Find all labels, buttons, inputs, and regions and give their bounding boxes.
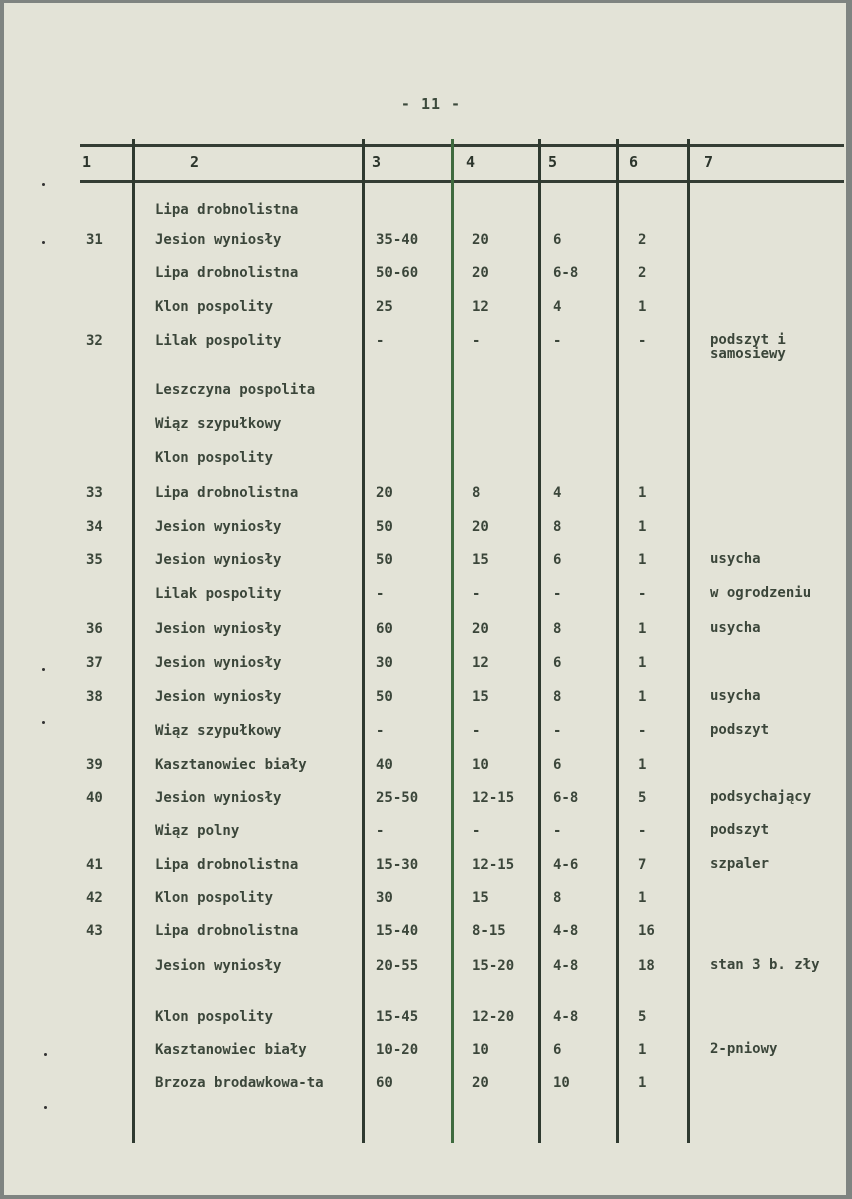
col6-cell: - [638, 723, 647, 739]
col4-cell: 12-20 [472, 1009, 515, 1025]
remarks-cell: stan 3 b. zły [710, 957, 820, 973]
remarks-cell: podszyt [710, 822, 770, 838]
col6-cell: 1 [638, 299, 647, 315]
remarks-cell: szpaler [710, 856, 770, 872]
col5-cell: 4 [553, 485, 562, 501]
col4-cell: 20 [472, 621, 489, 637]
col3-cell: 20 [376, 485, 393, 501]
row-number-cell: 35 [86, 552, 103, 568]
col3-cell: 10-20 [376, 1042, 419, 1058]
col3-cell: - [376, 586, 385, 602]
remarks-cell: w ogrodzeniu [710, 585, 812, 601]
col3-cell: 15-30 [376, 857, 419, 873]
species-name-cell: Lilak pospolity [155, 586, 282, 602]
col4-cell: 12-15 [472, 790, 515, 806]
remarks-cell: podszyt [710, 722, 770, 738]
col5-cell: - [553, 823, 562, 839]
col4-cell: - [472, 586, 481, 602]
margin-mark [42, 241, 45, 244]
col4-cell: 12-15 [472, 857, 515, 873]
col5-cell: 6 [553, 232, 562, 248]
species-name-cell: Lipa drobnolistna [155, 202, 299, 218]
species-name-cell: Lilak pospolity [155, 333, 282, 349]
column-divider [616, 139, 619, 1143]
col5-cell: - [553, 333, 562, 349]
row-number-cell: 36 [86, 621, 103, 637]
col4-cell: 8-15 [472, 923, 506, 939]
species-name-cell: Jesion wyniosły [155, 519, 282, 535]
row-number-cell: 41 [86, 857, 103, 873]
row-number-cell: 33 [86, 485, 103, 501]
col3-cell: 50 [376, 689, 393, 705]
col5-cell: 4-6 [553, 857, 579, 873]
col3-cell: 35-40 [376, 232, 419, 248]
col3-cell: 50 [376, 552, 393, 568]
table-header-rule [80, 180, 844, 183]
col6-cell: 1 [638, 757, 647, 773]
col6-cell: 1 [638, 621, 647, 637]
col5-cell: - [553, 586, 562, 602]
species-name-cell: Jesion wyniosły [155, 621, 282, 637]
margin-mark [44, 1106, 47, 1109]
remarks-cell: usycha [710, 688, 761, 704]
column-divider [687, 139, 690, 1143]
column-divider [132, 139, 135, 1143]
col6-cell: 1 [638, 1075, 647, 1091]
species-name-cell: Kasztanowiec biały [155, 1042, 307, 1058]
col4-cell: 20 [472, 232, 489, 248]
row-number-cell: 37 [86, 655, 103, 671]
col4-cell: 15-20 [472, 958, 515, 974]
row-number-cell: 42 [86, 890, 103, 906]
col4-cell: 15 [472, 552, 489, 568]
margin-mark [42, 183, 45, 186]
col3-cell: 15-45 [376, 1009, 419, 1025]
col5-cell: 6 [553, 757, 562, 773]
col4-cell: 8 [472, 485, 481, 501]
column-divider [362, 139, 365, 1143]
col6-cell: 1 [638, 890, 647, 906]
col6-cell: 1 [638, 689, 647, 705]
col6-cell: 5 [638, 1009, 647, 1025]
col3-cell: 50 [376, 519, 393, 535]
col5-cell: 4-8 [553, 1009, 579, 1025]
species-name-cell: Wiąz szypułkowy [155, 723, 282, 739]
col5-cell: 6 [553, 552, 562, 568]
col3-cell: 20-55 [376, 958, 419, 974]
col3-cell: 25-50 [376, 790, 419, 806]
species-name-cell: Brzoza brodawkowa-ta [155, 1075, 324, 1091]
col4-cell: 20 [472, 1075, 489, 1091]
header-col-4: 4 [466, 153, 476, 171]
col4-cell: 12 [472, 655, 489, 671]
col6-cell: 5 [638, 790, 647, 806]
col3-cell: 60 [376, 621, 393, 637]
species-name-cell: Jesion wyniosły [155, 232, 282, 248]
col4-cell: 10 [472, 757, 489, 773]
col3-cell: - [376, 333, 385, 349]
col4-cell: 20 [472, 265, 489, 281]
col3-cell: 30 [376, 890, 393, 906]
species-name-cell: Jesion wyniosły [155, 790, 282, 806]
col5-cell: 4-8 [553, 958, 579, 974]
col5-cell: 8 [553, 890, 562, 906]
col4-cell: - [472, 723, 481, 739]
col6-cell: 7 [638, 857, 647, 873]
col4-cell: - [472, 823, 481, 839]
row-number-cell: 39 [86, 757, 103, 773]
col5-cell: 6 [553, 655, 562, 671]
remarks-cell: 2-pniowy [710, 1041, 778, 1057]
species-name-cell: Klon pospolity [155, 450, 274, 466]
col6-cell: 1 [638, 485, 647, 501]
remarks-cell: podsychający [710, 789, 812, 805]
col5-cell: 4 [553, 299, 562, 315]
row-number-cell: 40 [86, 790, 103, 806]
species-name-cell: Lipa drobnolistna [155, 265, 299, 281]
col3-cell: 40 [376, 757, 393, 773]
margin-mark [42, 668, 45, 671]
col3-cell: 30 [376, 655, 393, 671]
col3-cell: 25 [376, 299, 393, 315]
header-col-5: 5 [548, 153, 558, 171]
col3-cell: 50-60 [376, 265, 419, 281]
col4-cell: 15 [472, 890, 489, 906]
col6-cell: 16 [638, 923, 655, 939]
header-col-1: 1 [82, 153, 92, 171]
row-number-cell: 38 [86, 689, 103, 705]
species-name-cell: Lipa drobnolistna [155, 857, 299, 873]
col5-cell: 6-8 [553, 790, 579, 806]
col4-cell: 12 [472, 299, 489, 315]
col4-cell: 10 [472, 1042, 489, 1058]
col6-cell: 1 [638, 655, 647, 671]
species-name-cell: Lipa drobnolistna [155, 923, 299, 939]
col5-cell: 10 [553, 1075, 570, 1091]
col4-cell: 15 [472, 689, 489, 705]
col4-cell: - [472, 333, 481, 349]
species-name-cell: Wiąz szypułkowy [155, 416, 282, 432]
row-number-cell: 43 [86, 923, 103, 939]
col3-cell: - [376, 823, 385, 839]
species-name-cell: Jesion wyniosły [155, 655, 282, 671]
species-name-cell: Klon pospolity [155, 299, 274, 315]
table-top-rule [80, 144, 844, 147]
species-name-cell: Jesion wyniosły [155, 689, 282, 705]
margin-mark [44, 1053, 47, 1056]
species-name-cell: Klon pospolity [155, 1009, 274, 1025]
row-number-cell: 34 [86, 519, 103, 535]
margin-mark [42, 721, 45, 724]
row-number-cell: 32 [86, 333, 103, 349]
col6-cell: 2 [638, 265, 647, 281]
col3-cell: 60 [376, 1075, 393, 1091]
species-name-cell: Leszczyna pospolita [155, 382, 316, 398]
col4-cell: 20 [472, 519, 489, 535]
header-col-6: 6 [629, 153, 639, 171]
header-col-7: 7 [704, 153, 714, 171]
col6-cell: - [638, 586, 647, 602]
col5-cell: 6-8 [553, 265, 579, 281]
col6-cell: 1 [638, 519, 647, 535]
col5-cell: 8 [553, 689, 562, 705]
page-number: - 11 - [400, 95, 462, 113]
col5-cell: 6 [553, 1042, 562, 1058]
col6-cell: - [638, 333, 647, 349]
remarks-cell: usycha [710, 551, 761, 567]
document-page [4, 3, 846, 1195]
header-col-3: 3 [372, 153, 382, 171]
species-name-cell: Klon pospolity [155, 890, 274, 906]
species-name-cell: Kasztanowiec biały [155, 757, 307, 773]
col6-cell: - [638, 823, 647, 839]
remarks-cell: podszyt i samosiewy [710, 332, 786, 362]
col5-cell: 8 [553, 519, 562, 535]
col6-cell: 1 [638, 1042, 647, 1058]
header-col-2: 2 [190, 153, 200, 171]
col6-cell: 1 [638, 552, 647, 568]
column-divider [538, 139, 541, 1143]
col6-cell: 18 [638, 958, 655, 974]
col3-cell: 15-40 [376, 923, 419, 939]
species-name-cell: Jesion wyniosły [155, 958, 282, 974]
col3-cell: - [376, 723, 385, 739]
species-name-cell: Wiąz polny [155, 823, 240, 839]
species-name-cell: Jesion wyniosły [155, 552, 282, 568]
col5-cell: - [553, 723, 562, 739]
col5-cell: 4-8 [553, 923, 579, 939]
col5-cell: 8 [553, 621, 562, 637]
column-divider [451, 139, 454, 1143]
col6-cell: 2 [638, 232, 647, 248]
remarks-cell: usycha [710, 620, 761, 636]
row-number-cell: 31 [86, 232, 103, 248]
species-name-cell: Lipa drobnolistna [155, 485, 299, 501]
